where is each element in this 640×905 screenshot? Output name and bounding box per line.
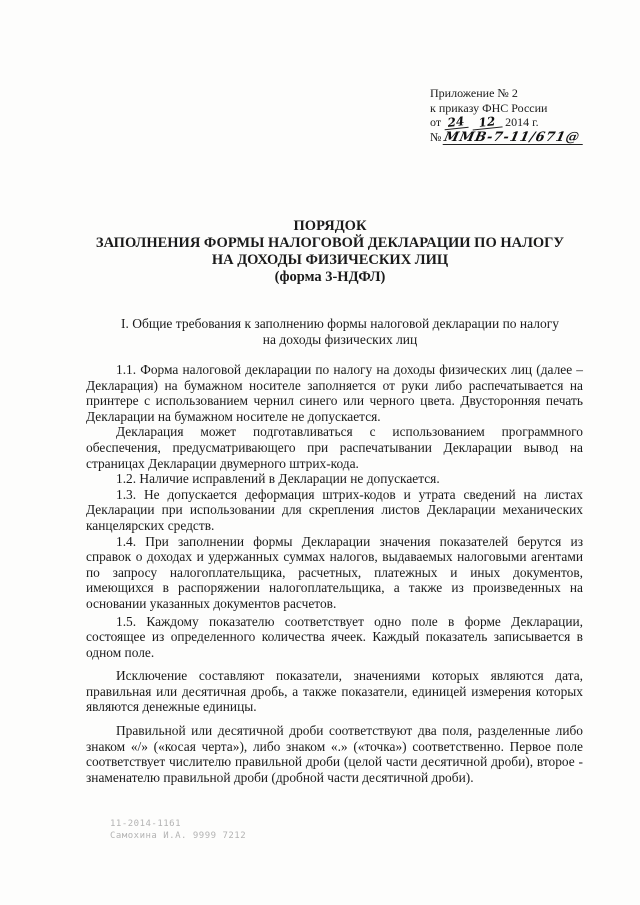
appendix-block: [430, 86, 610, 145]
date-prefix: от: [430, 115, 442, 129]
faint-stamp: [110, 818, 246, 842]
appendix-number-line: [430, 130, 610, 145]
paragraph-1-2: 1.2. Наличие исправлений в Декларации не допускается.: [116, 471, 440, 487]
appendix-order-ref: к приказу ФНС России: [430, 100, 548, 115]
document-title: [80, 218, 580, 286]
title-line-2: ЗАПОЛНЕНИЯ ФОРМЫ НАЛОГОВОЙ ДЕКЛАРАЦИИ ПО НАЛОГУ: [95, 235, 565, 251]
handwritten-month: 12: [471, 114, 502, 130]
section-heading: [100, 316, 580, 348]
title-line-3: НА ДОХОДЫ ФИЗИЧЕСКИХ ЛИЦ: [211, 252, 449, 268]
appendix-date-line: [430, 115, 610, 130]
paragraph-1-4: 1.4. При заполнении формы Декларации значения показателей берутся из справок о доходах и удержанных суммах налогов, выдаваемых налоговыми агентами по запросу налогоплательщика, расчетных, платежных и иных документов, имеющихся в распоряжении налогоплательщика, а также из произведенных на основании указанных документов расчетов.: [86, 533, 583, 611]
paragraph-fractions: Правильной или десятичной дроби соответствуют два поля, разделенные либо знаком «/» («косая черта»), либо знаком «.» («точка») соответственно. Первое поле соответствует числителю правильной дроби (целой части десятичной дроби), второе - знаменателю правильной дроби (дробной части десятичной дроби).: [86, 723, 583, 785]
paragraph-1-5: 1.5. Каждому показателю соответствует одно поле в форме Декларации, состоящее из определенного количества ячеек. Каждый показатель записывается в одном поле.: [86, 613, 583, 660]
paragraph-exceptions: Исключение составляют показатели, значениями которых являются дата, правильная или десятичная дробь, а также показатели, единицей измерения которых являются денежные единицы.: [86, 668, 583, 715]
section-heading-line-1: I. Общие требования к заполнению формы налоговой декларации по налогу: [120, 316, 560, 331]
date-year: 2014 г.: [505, 115, 539, 129]
handwritten-order-number: ММВ-7-11/671@: [443, 132, 586, 145]
stamp-line-1: 11-2014-1161: [110, 819, 182, 829]
paragraph-1-1-cont: Декларация может подготавливаться с использованием программного обеспечения, предусматривающего при распечатывании Декларации вывод на страницах Декларации двумерного штрих-кода.: [86, 424, 583, 471]
stamp-line-2: Самохина И.А. 9999 7212: [110, 831, 247, 841]
document-body: [86, 362, 583, 785]
section-heading-line-2: на доходы физических лиц: [262, 332, 418, 347]
number-prefix: №: [430, 129, 442, 144]
title-line-1: ПОРЯДОК: [293, 218, 367, 234]
paragraph-1-3: 1.3. Не допускается деформация штрих-кодов и утрата сведений на листах Декларации при использовании для скрепления листов Декларации механических канцелярских средств.: [86, 486, 583, 533]
title-line-4: (форма 3-НДФЛ): [274, 269, 386, 285]
handwritten-day: 24: [443, 115, 468, 130]
paragraph-1-1: 1.1. Форма налоговой декларации по налогу на доходы физических лиц (далее – Декларация) на бумажном носителе заполняется от руки либо распечатывается на принтере с использованием чернил синего или черного цвета. Двусторонняя печать Декларации на бумажном носителе не допускается.: [86, 362, 583, 424]
appendix-title: Приложение № 2: [430, 86, 518, 100]
